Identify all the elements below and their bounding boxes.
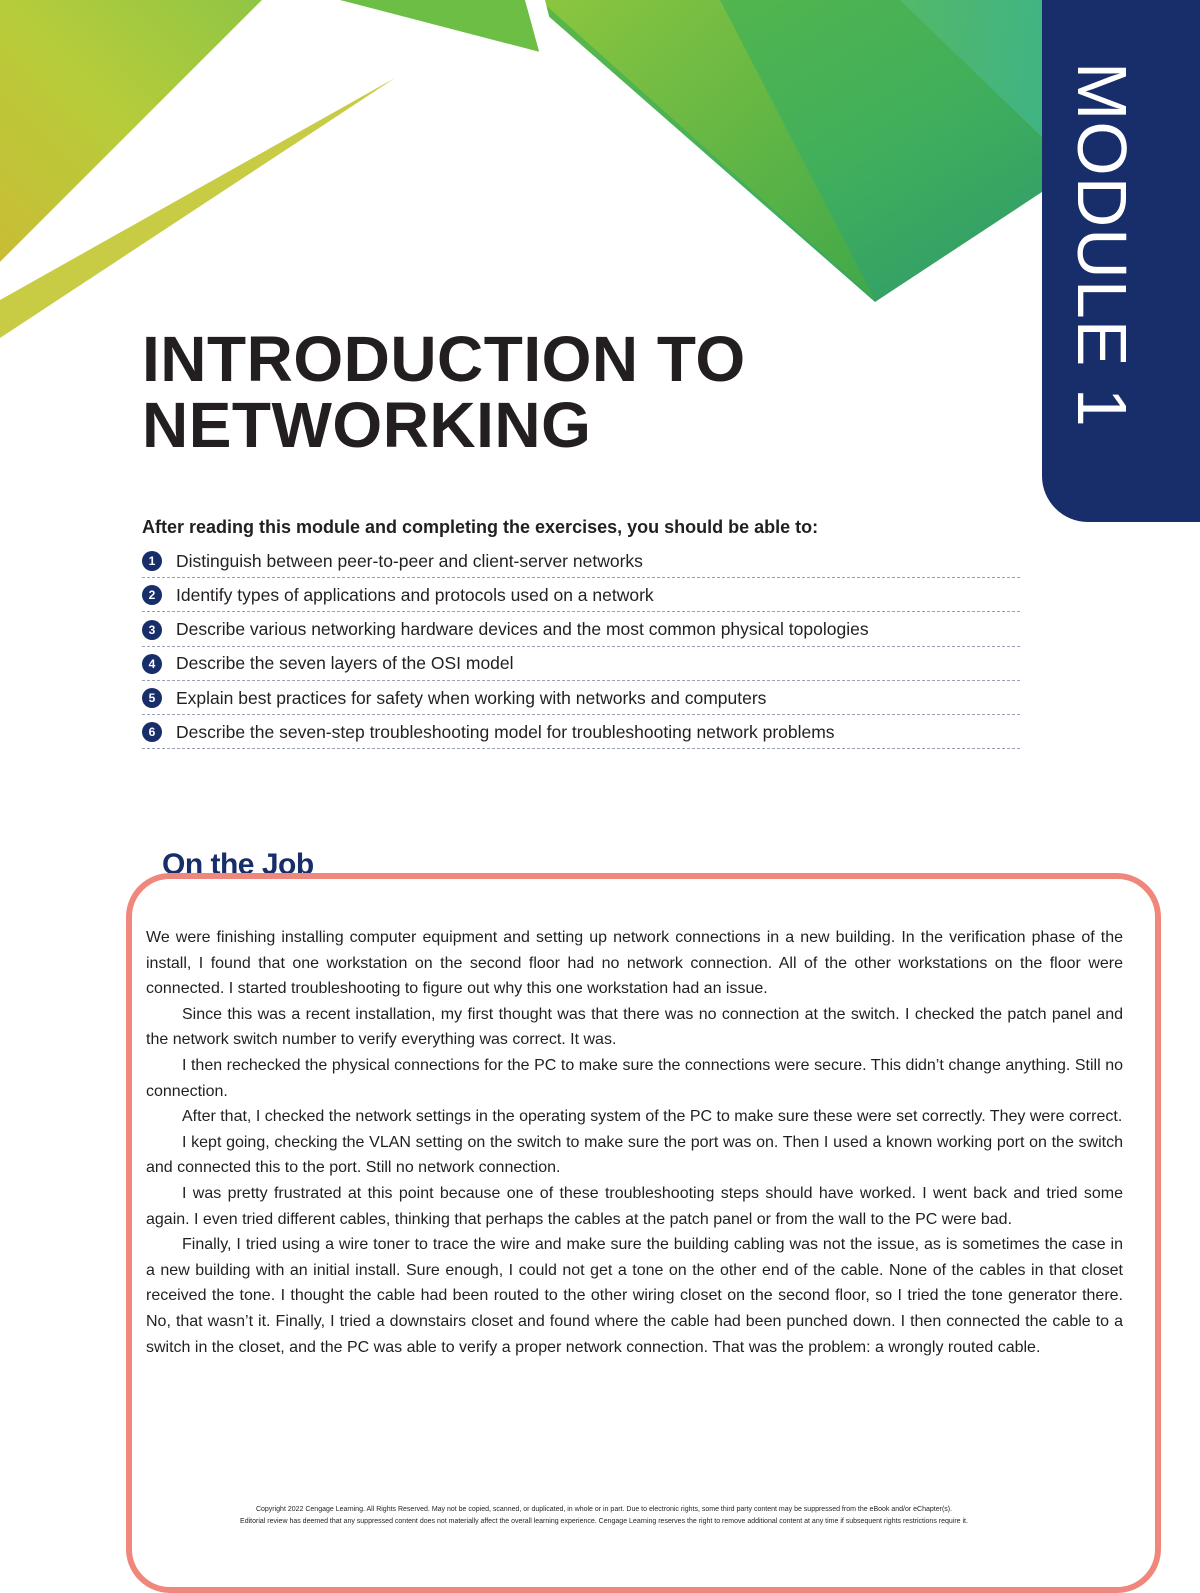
objective-item xyxy=(142,716,1020,749)
job-paragraph: Finally, I tried using a wire toner to trace the wire and make sure the building cabling was not the issue, as is sometimes the case in a new building with an initial install. Sure enough, I could not get a tone on the other end of the cable. None of the cables in that closet received the tone. I thought the cable had been routed to the other wiring closet on the second floor, so I tried the tone generator there. No, that wasn’t it. Finally, I tried a downstairs closet and found where the cable had been punched down. I then connected the cable to a switch in the closet, and the PC was able to verify a proper network connection. That was the problem: a wrongly routed cable. xyxy=(146,1236,1123,1356)
objective-text: Describe the seven-step troubleshooting model for troubleshooting network problems xyxy=(176,721,835,742)
objective-item xyxy=(142,579,1020,612)
objective-text: Distinguish between peer-to-peer and client-server networks xyxy=(176,550,643,571)
objective-text: Identify types of applications and protocols used on a network xyxy=(176,584,654,605)
job-paragraph: I kept going, checking the VLAN setting on the switch to make sure the port was on. Then I used a known working port on the switch and connected this to the port. Still no network connection. xyxy=(146,1133,1123,1177)
banner-shape-mid-left xyxy=(340,0,540,52)
title-line-1: INTRODUCTION TO xyxy=(142,323,746,395)
job-paragraph: I was pretty frustrated at this point because one of these troubleshooting steps should have worked. I went back and tried some again. I even tried different cables, thinking that perhaps the cables at the patch panel or from the wall to the PC were bad. xyxy=(146,1184,1123,1228)
objective-number-badge: 2 xyxy=(142,585,162,605)
objective-number-badge: 5 xyxy=(142,688,162,708)
objective-number-badge: 1 xyxy=(142,551,162,571)
objective-text: Explain best practices for safety when working with networks and computers xyxy=(176,687,767,708)
copyright-footer xyxy=(134,1504,1074,1528)
job-paragraph: After that, I checked the network settings in the operating system of the PC to make sure these were set correctly. They were correct. xyxy=(182,1108,1123,1126)
module-label: MODULE 1 xyxy=(1063,62,1141,428)
on-the-job-text xyxy=(146,925,1123,1360)
job-paragraph: We were finishing installing computer equipment and setting up network connections in a new building. In the verification phase of the install, I found that one workstation on the second floor had no network connection. All of the other workstations on the floor were connected. I started troubleshooting to figure out why this one workstation had an issue. xyxy=(146,929,1123,998)
objective-number-badge: 6 xyxy=(142,722,162,742)
objective-text: Describe the seven layers of the OSI model xyxy=(176,653,514,674)
copyright-line-2: Editorial review has deemed that any suppressed content does not materially affect the overall learning experience. Cengage Learning reserves the right to remove additional content at any time if subsequent rights restrictions require it. xyxy=(240,1518,968,1525)
objective-item xyxy=(142,545,1020,578)
copyright-line-1: Copyright 2022 Cengage Learning. All Rights Reserved. May not be copied, scanned, or duplicated, in whole or in part. Due to electronic rights, some third party content may be suppressed from the eBook and/or eChapter(s). xyxy=(255,1506,953,1513)
objective-item xyxy=(142,648,1020,681)
objective-item xyxy=(142,682,1020,715)
objectives-intro: After reading this module and completing the exercises, you should be able to: xyxy=(142,517,819,537)
job-paragraph: Since this was a recent installation, my first thought was that there was no connection at the switch. I checked the patch panel and the network switch number to verify everything was correct. It was. xyxy=(146,1005,1123,1049)
objective-number-badge: 3 xyxy=(142,620,162,640)
job-paragraph: I then rechecked the physical connections for the PC to make sure the connections were secure. This didn’t change anything. Still no connection. xyxy=(146,1056,1123,1100)
page-title xyxy=(142,323,1022,461)
title-line-2: NETWORKING xyxy=(142,389,592,461)
objective-item xyxy=(142,614,1020,647)
objective-text: Describe various networking hardware devices and the most common physical topologies xyxy=(176,619,869,640)
objectives-list xyxy=(142,545,1020,751)
on-the-job-heading: On the Job xyxy=(162,848,314,881)
objective-number-badge: 4 xyxy=(142,654,162,674)
